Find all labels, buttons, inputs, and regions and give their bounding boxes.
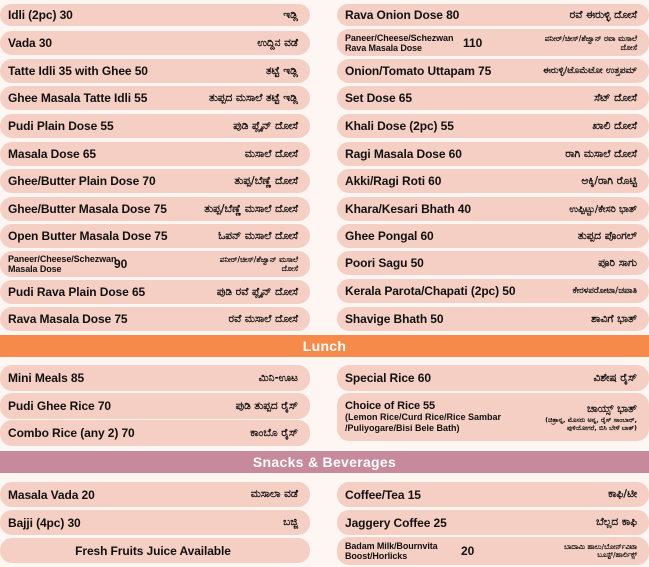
menu-item-masala-vada [0,482,310,507]
menu-item-pudi-rava-plain-dose [0,280,310,304]
menu-item-khara-kesari-bhath [337,197,649,221]
item-name: Paneer/Cheese/Schezwan Masala Dose [8,254,117,274]
item-name: Special Rice 60 [345,371,431,385]
item-name-kannada: ಬೆಲ್ಲದ ಕಾಫಿ [596,516,637,528]
item-name-kannada: ಪನೀರ್/ಚೀಸ್/ಶೆಜ್ವಾನ್ ರವಾ ಮಸಾಲೆ ದೋಸೆ [544,33,637,52]
item-price: 110 [463,35,483,50]
item-name: Vada 30 [8,36,53,50]
item-name-kannada: ಸೆಟ್ ದೋಸೆ [594,91,637,104]
menu-item-kerala-parota-chapati [337,279,649,303]
item-name: Pudi Ghee Rice 70 [8,399,112,413]
item-name: Coffee/Tea 15 [345,487,421,502]
item-name: Combo Rice (any 2) 70 [8,426,135,440]
item-name-kannada: ಮಸಾಲಾ ವಡೆ [250,488,298,500]
item-name: Open Butter Masala Dose 75 [8,229,168,243]
menu-item-set-dose [337,86,649,110]
item-name: Ghee Pongal 60 [345,229,434,243]
item-name: Akki/Ragi Roti 60 [345,174,442,188]
item-name-kannada: ಕಾಂಬೊ ರೈಸ್ [250,426,298,439]
item-name: Choice of Rice 55 [345,400,435,412]
item-name-kannada: ರಾಗಿ ಮಸಾಲೆ ದೋಸೆ [565,147,637,160]
menu-item-coffee-tea [337,482,649,507]
item-name-kannada: ಈರುಳ್ಳಿ/ಟೊಮೆಟೋ ಉತ್ತಪಮ್ [543,66,637,76]
lunch-section-header: Lunch [0,335,649,357]
menu-item-jaggery-coffee [337,510,649,535]
item-name-kannada: ತುಪ್ಪ/ಬೆಣ್ಣೆ ದೋಸೆ [234,174,298,187]
menu-item-khali-dose [337,114,649,138]
item-options: (Lemon Rice/Curd Rice/Rice Sambar /Puliyogare/Bisi Bele Bath) [345,412,502,433]
item-name: Onion/Tomato Uttapam 75 [345,64,492,78]
item-name: Ghee/Butter Plain Dose 70 [8,174,156,188]
item-name: Shavige Bhath 50 [345,312,444,326]
item-name-kannada: ಬಾದಾಮಿ ಹಾಲು/ಬೋರ್ನ್‌ವಿಟಾ ಬೂಸ್ಟ್/ಹಾರ್ಲಿಕ್ಸ್ [564,543,637,559]
item-name-kannada: ಓಪನ್ ಮಸಾಲೆ ದೋಸೆ [218,229,298,242]
menu-item-badam-milk [337,537,649,565]
menu-item-ghee-pongal [337,224,649,248]
menu-item-paneer-rava-masala-dose [337,29,649,56]
item-name-kannada: ಉಪ್ಪಿಟ್ಟು/ಕೇಸರಿ ಭಾತ್ [569,203,637,215]
item-name-kannada: ಪುಡಿ ಪ್ಲೈನ್ ದೋಸೆ [233,119,298,132]
item-name: Set Dose 65 [345,91,412,105]
item-name-kannada: ಶಾವಿಗೆ ಭಾತ್ [591,312,637,325]
menu-item-special-rice [337,365,649,391]
item-name: Idli (2pc) 30 [8,8,73,22]
snacks-beverages-section-header: Snacks & Beverages [0,451,649,473]
item-name: Jaggery Coffee 25 [345,515,447,530]
menu-item-ghee-butter-masala-dose [0,197,310,221]
item-price: 20 [461,544,475,558]
item-name: Paneer/Cheese/Schezwan Rava Masala Dose [345,32,454,53]
menu-item-rava-masala-dose [0,307,310,331]
item-name: Khali Dose (2pc) 55 [345,119,454,133]
item-name: Tatte Idli 35 with Ghee 50 [8,64,148,78]
item-name: Ghee Masala Tatte Idli 55 [8,91,148,105]
item-name: Poori Sagu 50 [345,256,424,270]
item-name-kannada: ತುಪ್ಪದ ಪೊಂಗಲ್ [577,229,637,242]
menu-item-poori-sagu [337,251,649,275]
menu-item-combo-rice [0,420,310,446]
item-name: Pudi Rava Plain Dose 65 [8,285,146,299]
item-name-kannada: ತುಪ್ಪ/ಬೆಣ್ಣೆ ಮಸಾಲೆ ದೋಸೆ [204,202,298,215]
menu-item-mini-meals [0,365,310,391]
menu-item-fresh-fruits-juice [0,538,310,563]
menu-item-tatte-idli [0,59,310,83]
item-name-kannada: ಉದ್ದಿನ ವಡೆ [257,36,298,49]
item-name-kannada: ವಿಶೇಷ ರೈಸ್ [593,371,637,384]
item-name-kannada: ಮಸಾಲೆ ದೋಸೆ [244,147,298,160]
menu-item-ragi-masala-dose [337,142,649,166]
item-name-kannada: ಇಡ್ಲಿ [283,8,298,21]
item-name: Ragi Masala Dose 60 [345,147,462,161]
item-name-kannada: ಖಾಲಿ ದೋಸೆ [592,119,637,132]
menu-item-onion-tomato-uttapam [337,59,649,83]
item-name: Khara/Kesari Bhath 40 [345,202,471,216]
menu-item-paneer-cheese-schezwan-masala-dose [0,251,310,277]
item-name: Ghee/Butter Masala Dose 75 [8,202,167,216]
item-name-kannada: ರವೆ ಮಸಾಲೆ ದೋಸೆ [228,312,298,325]
item-name-kannada: ಪೂರಿ ಸಾಗು [598,256,637,269]
item-name: Masala Vada 20 [8,487,95,502]
item-name: Mini Meals 85 [8,371,85,385]
menu-item-masala-dose [0,142,310,166]
menu-item-ghee-butter-plain-dose [0,169,310,193]
menu-item-pudi-ghee-rice [0,393,310,419]
item-name-kannada: ತಟ್ಟೆ ಇಡ್ಲಿ [266,64,298,77]
item-name-kannada: ಪುಡಿ ತುಪ್ಪದ ರೈಸ್ [235,399,298,412]
item-name-kannada: ಕಾಫಿ/ಟೀ [608,488,637,500]
item-name: Fresh Fruits Juice Available [75,543,231,558]
item-name: Bajji (4pc) 30 [8,515,81,530]
item-name: Rava Onion Dose 80 [345,8,460,22]
item-name-kannada: ಬಜ್ಜಿ [283,516,298,528]
menu-item-vada [0,31,310,55]
item-name-kannada: ಮಿನಿ-ಊಟ [258,371,298,384]
menu-item-choice-of-rice [337,393,649,441]
item-options-kannada: (ಚಿತ್ರಾನ್ನ, ಮೊಸರು ಅನ್ನ, ರೈಸ್ ಸಾಂಬಾರ್, ಪುಳಿಯೋಗರೆ, ಬಿಸಿ ಬೇಳೆ ಬಾತ್) [545,415,637,432]
item-name: Badam Milk/Bournvita Boost/Horlicks [345,541,438,561]
item-name-kannada: ಪನೀರ್/ಚೀಸ್/ಶೆಜ್ವಾನ್ ಮಸಾಲೆ ದೋಸೆ [219,255,298,273]
item-name: Rava Masala Dose 75 [8,312,128,326]
item-name-kannada: ಪುಡಿ ರವೆ ಪ್ಲೈನ್ ದೋಸೆ [216,285,298,298]
item-price: 90 [114,257,128,271]
menu-item-ghee-masala-tatte-idli [0,86,310,110]
menu-item-shavige-bhath [337,307,649,331]
menu-item-idli [0,4,310,26]
item-name-kannada: ಕೇರಳಪರೋಟಾ/ಚಪಾತಿ [572,286,637,296]
menu-item-rava-onion-dose [337,4,649,26]
menu-item-open-butter-masala-dose [0,224,310,248]
item-name-kannada: ತುಪ್ಪದ ಮಸಾಲೆ ತಟ್ಟೆ ಇಡ್ಲಿ [209,91,298,104]
item-name-kannada: ರವೆ ಈರುಳ್ಳಿ ದೋಸೆ [569,8,637,21]
item-name: Masala Dose 65 [8,147,96,161]
menu-item-bajji [0,510,310,535]
item-name-kannada: ಚಾಯ್ಸ್ ಭಾತ್ [586,402,637,415]
item-name: Pudi Plain Dose 55 [8,119,114,133]
menu-item-pudi-plain-dose [0,114,310,138]
item-name-kannada: ಅಕ್ಕಿ/ರಾಗಿ ರೊಟ್ಟಿ [581,174,637,187]
item-name: Kerala Parota/Chapati (2pc) 50 [345,284,516,298]
menu-item-akki-ragi-roti [337,169,649,193]
